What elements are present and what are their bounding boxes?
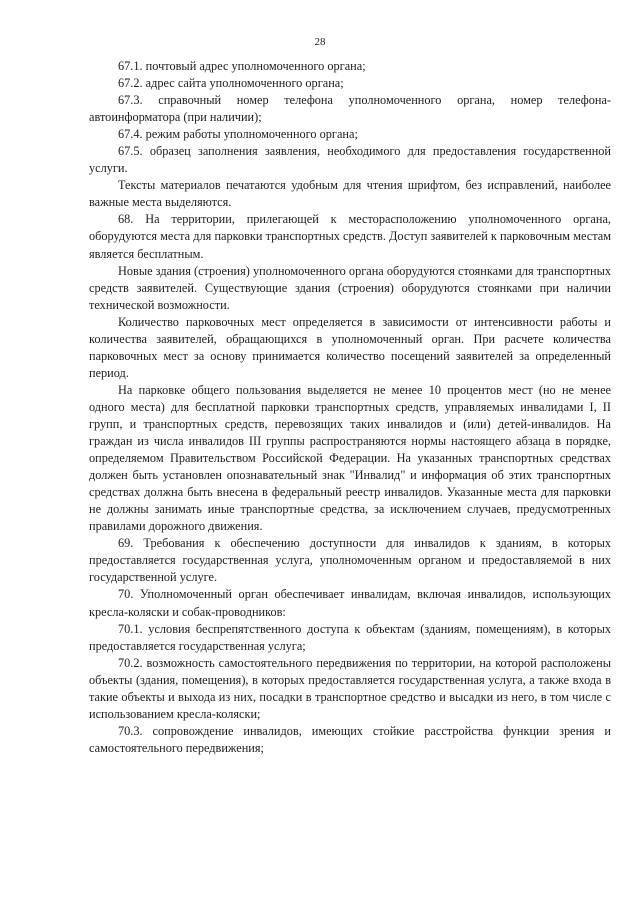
paragraph-70: 70. Уполномоченный орган обеспечивает инвалидам, включая инвалидов, использующих кресла-коляски и собак-проводников: bbox=[89, 587, 611, 619]
paragraph-70-1: 70.1. условия беспрепятственного доступа к объектам (зданиям, помещениям), в которых предоставляется государственная услуга; bbox=[89, 621, 611, 653]
paragraph-parking-count: Количество парковочных мест определяется в зависимости от интенсивности работы и количества заявителей, обращающихся в уполномоченный орган. При расчете количества парковочных мест за основу принимается количество посещений заявителей за определенный период. bbox=[89, 314, 611, 380]
paragraph-70-3: 70.3. сопровождение инвалидов, имеющих стойкие расстройства функции зрения и самостоятельного передвижения; bbox=[89, 723, 611, 755]
paragraph-67-2: 67.2. адрес сайта уполномоченного органа; bbox=[118, 76, 344, 91]
body-text bbox=[89, 58, 611, 757]
paragraph-68: 68. На территории, прилегающей к месторасположению уполномоченного органа, оборудуются места для парковки транспортных средств. Доступ заявителей к парковочным местам является бесплатным. bbox=[89, 212, 611, 261]
paragraph-70-2: 70.2. возможность самостоятельного передвижения по территории, на которой расположены объекты (здания, помещения), в которых предоставляется государственная услуга, а также входа в такие объекты и выхода из них, посадки в транспортное средство и высадки из него, в том числе с использованием кресла-коляски; bbox=[89, 655, 611, 721]
paragraph-materials-font: Тексты материалов печатаются удобным для чтения шрифтом, без исправлений, наиболее важные места выделяются. bbox=[89, 178, 611, 210]
paragraph-new-buildings: Новые здания (строения) уполномоченного органа оборудуются стоянками для транспортных средств заявителей. Существующие здания (строения) оборудуются стоянками при наличии технической возможности. bbox=[89, 263, 611, 312]
paragraph-67-1: 67.1. почтовый адрес уполномоченного органа; bbox=[118, 59, 366, 73]
paragraph-disabled-parking: На парковке общего пользования выделяется не менее 10 процентов мест (но не менее одного места) для бесплатной парковки транспортных средств, управляемых инвалидами I, II групп, и транспортных средств, перевозящих таких инвалидов и (или) детей-инвалидов. На граждан из числа инвалидов III группы распространяются нормы настоящего абзаца в порядке, определяемом Правительством Российской Федерации. На указанных транспортных средствах должен быть установлен опознавательный знак "Инвалид" и информация об этих транспортных средствах должна быть внесена в федеральный реестр инвалидов. Указанные места для парковки не должны занимать иные транспортные средства, за исключением случаев, предусмотренных правилами дорожного движения. bbox=[89, 382, 611, 534]
paragraph-69: 69. Требования к обеспечению доступности для инвалидов к зданиям, в которых предоставляется государственная услуга, уполномоченным органом и предоставляемой в них государственной услуге. bbox=[89, 536, 611, 585]
paragraph-67-5: 67.5. образец заполнения заявления, необходимого для предоставления государственной услуги. bbox=[89, 144, 611, 176]
paragraph-67-4: 67.4. режим работы уполномоченного органа; bbox=[118, 127, 358, 142]
page-number: 28 bbox=[314, 36, 326, 48]
paragraph-67-3: 67.3. справочный номер телефона уполномоченного органа, номер телефона-автоинформатора (при наличии); bbox=[89, 93, 611, 125]
